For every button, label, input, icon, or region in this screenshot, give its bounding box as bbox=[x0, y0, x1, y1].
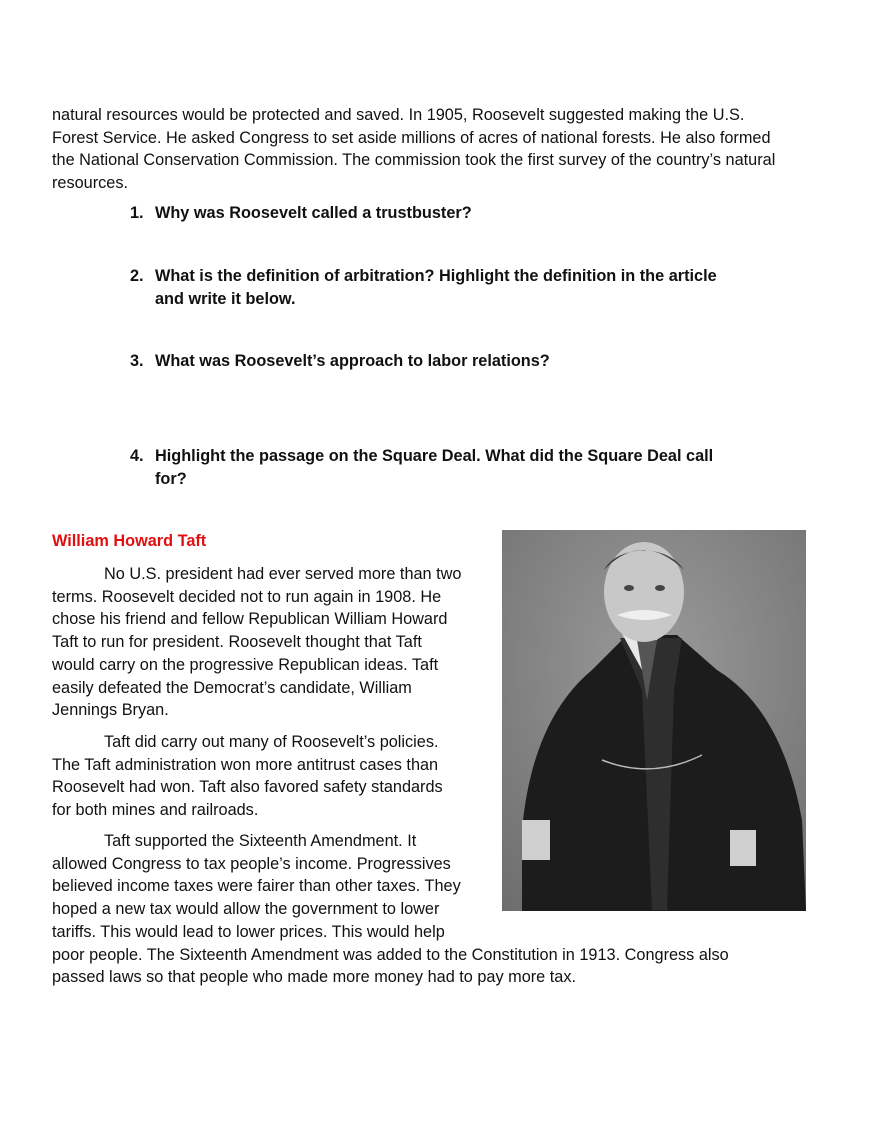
question-number: 4. bbox=[130, 447, 144, 465]
text-line: would carry on the progressive Republican ideas. Taft bbox=[52, 655, 439, 674]
text-line: terms. Roosevelt decided not to run again in 1908. He bbox=[52, 587, 442, 606]
question-text: What was Roosevelt’s approach to labor relations? bbox=[155, 352, 550, 370]
question-text: Why was Roosevelt called a trustbuster? bbox=[155, 204, 472, 222]
text-line: passed laws so that people who made more money had to pay more tax. bbox=[52, 968, 577, 987]
question-text: What is the definition of arbitration? Highlight the definition in the article bbox=[155, 267, 717, 285]
text-line: Forest Service. He asked Congress to set aside millions of acres of national forests. He also formed bbox=[52, 128, 771, 147]
text-line: easily defeated the Democrat’s candidate, William bbox=[52, 678, 412, 697]
intro-paragraph bbox=[52, 104, 775, 195]
text-line: No U.S. president had ever served more than two bbox=[104, 565, 462, 583]
taft-paragraph-2 bbox=[52, 731, 443, 822]
text-line: allowed Congress to tax people’s income. Progressives bbox=[52, 854, 451, 873]
question-number: 3. bbox=[130, 352, 144, 370]
text-line: poor people. The Sixteenth Amendment was added to the Constitution in 1913. Congress also bbox=[52, 945, 729, 964]
text-line: Taft did carry out many of Roosevelt’s policies. bbox=[104, 733, 439, 751]
text-line: hoped a new tax would allow the government to lower bbox=[52, 900, 440, 919]
text-line: for both mines and railroads. bbox=[52, 801, 259, 820]
taft-paragraph-1 bbox=[52, 563, 461, 722]
text-line: believed income taxes were fairer than other taxes. They bbox=[52, 877, 461, 896]
text-line: chose his friend and fellow Republican William Howard bbox=[52, 610, 448, 629]
text-line: The Taft administration won more antitrust cases than bbox=[52, 755, 439, 774]
text-line: natural resources would be protected and saved. In 1905, Roosevelt suggested making the U.S. bbox=[52, 106, 745, 124]
question-number: 1. bbox=[130, 204, 144, 222]
text-line: tariffs. This would lead to lower prices. This would help bbox=[52, 922, 445, 941]
text-line: resources. bbox=[52, 174, 129, 193]
question-text: Highlight the passage on the Square Deal. What did the Square Deal call bbox=[155, 447, 714, 465]
text-line: Roosevelt had won. Taft also favored safety standards bbox=[52, 778, 443, 797]
question-number: 2. bbox=[130, 267, 144, 285]
text-line: Jennings Bryan. bbox=[52, 701, 169, 720]
section-heading: William Howard Taft bbox=[52, 532, 207, 550]
taft-portrait-photo bbox=[502, 530, 806, 911]
text-line: Taft supported the Sixteenth Amendment. It bbox=[104, 832, 417, 850]
question-text: for? bbox=[155, 469, 187, 488]
question-text: and write it below. bbox=[155, 289, 296, 308]
text-line: the National Conservation Commission. The commission took the first survey of the country’s natural bbox=[52, 151, 776, 170]
text-line: Taft to run for president. Roosevelt thought that Taft bbox=[52, 633, 422, 652]
